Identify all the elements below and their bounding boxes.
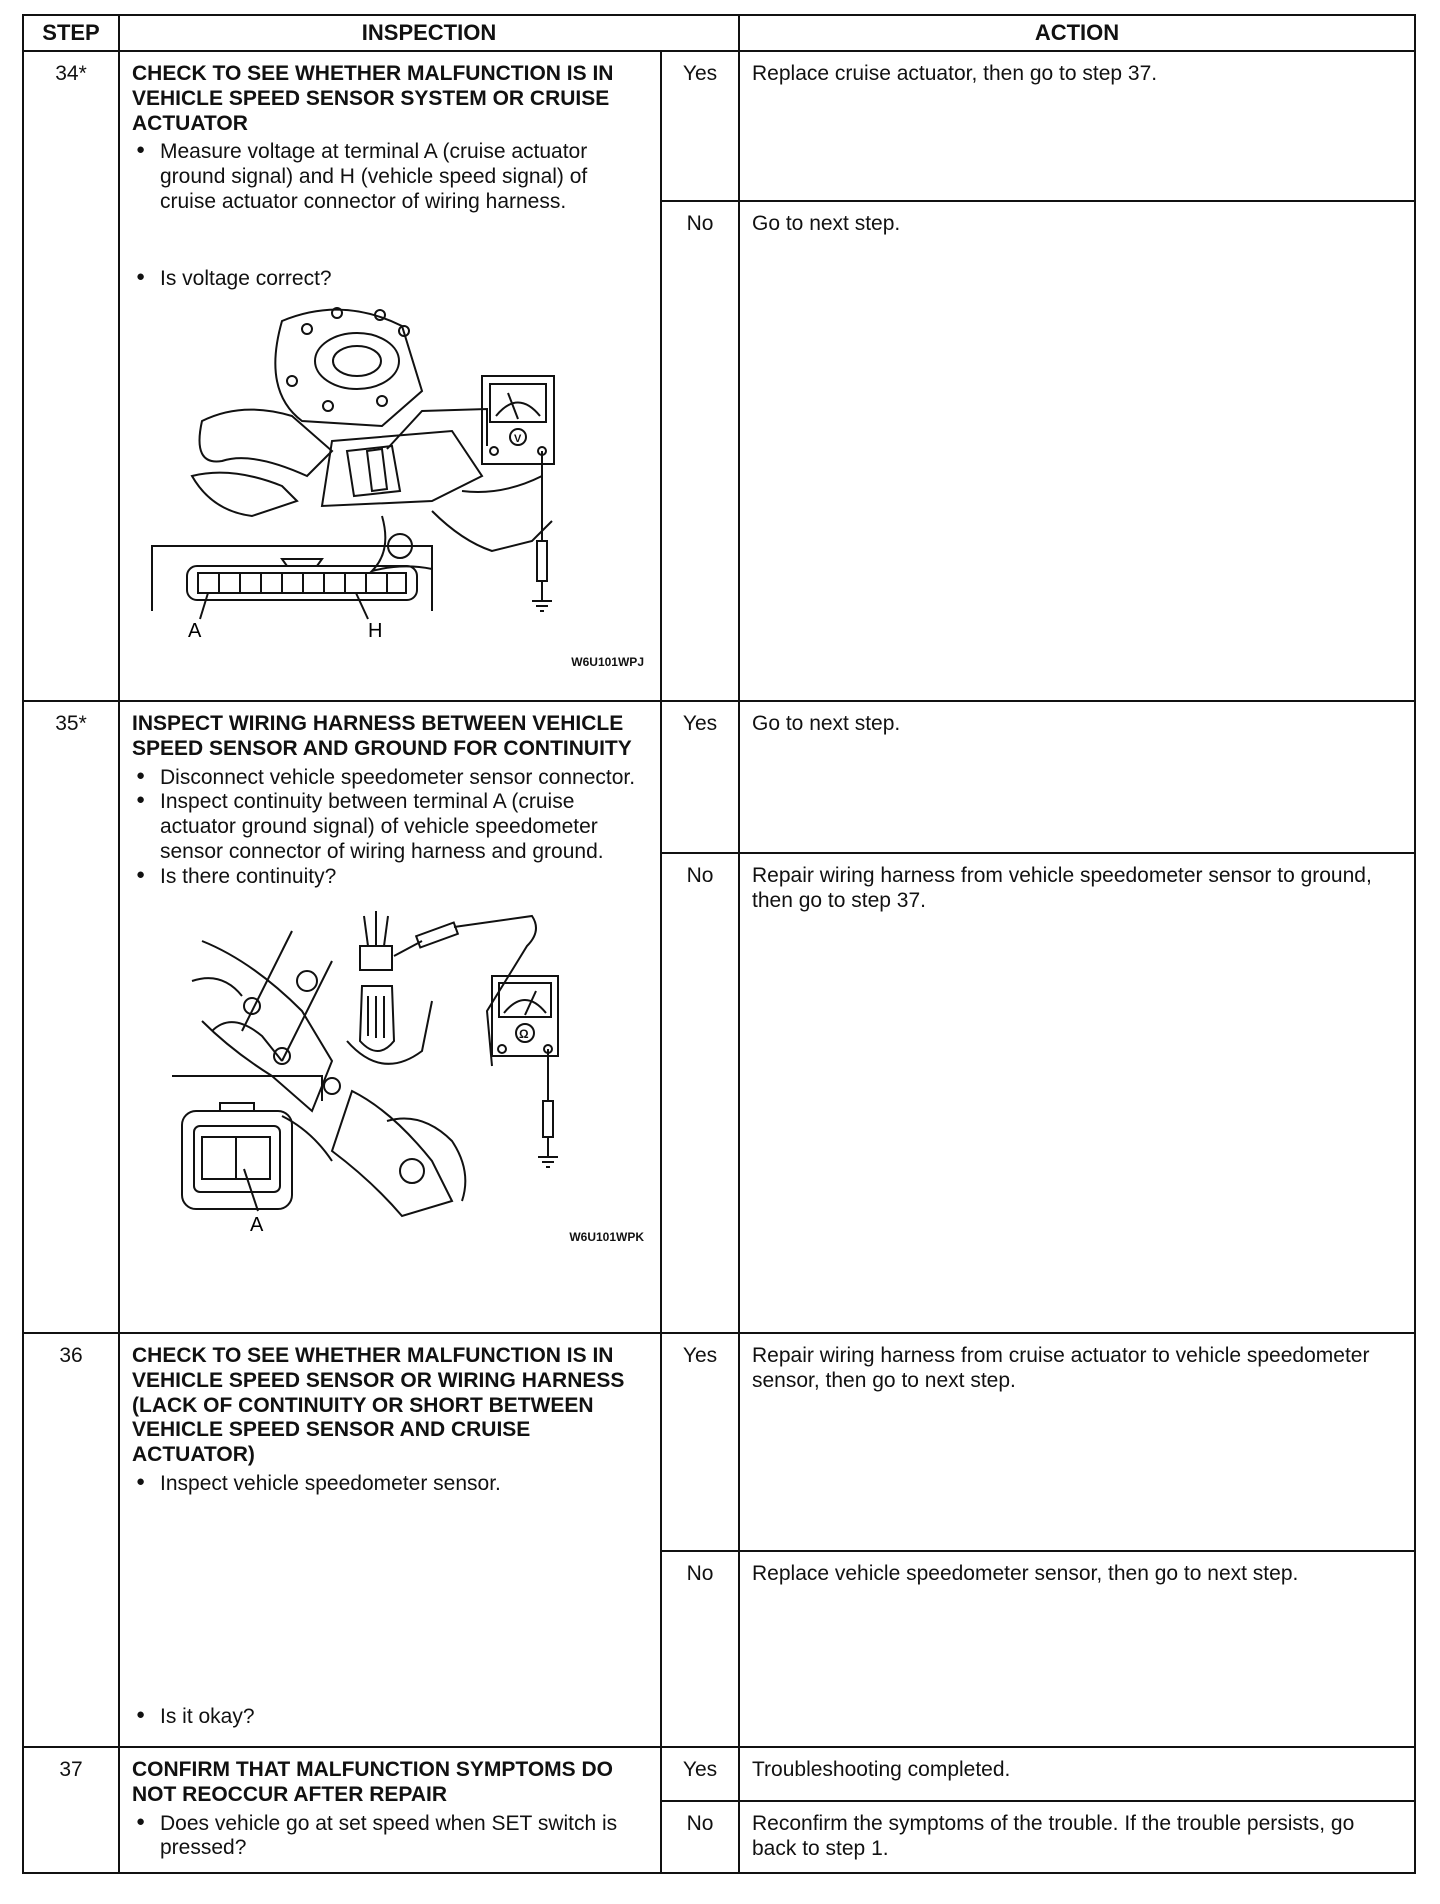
no-label: No [661,853,739,1333]
header-action: ACTION [739,15,1415,51]
no-action: Replace vehicle speedometer sensor, then go to next step. [739,1551,1415,1747]
step-number: 36 [23,1333,119,1747]
step-number: 37 [23,1747,119,1873]
table-header-row [23,15,1415,51]
yes-label: Yes [661,1747,739,1801]
bullet-item: ● Is it okay? [160,1705,648,1730]
step-title: INSPECT WIRING HARNESS BETWEEN VEHICLE SPEED SENSOR AND GROUND FOR CONTINUITY [132,712,632,760]
bullet-item: ● Does vehicle go at set speed when SET switch is pressed? [160,1812,648,1862]
troubleshooting-table [22,14,1416,1874]
step-35-yes-row [23,701,1415,853]
no-action: Repair wiring harness from vehicle speedometer sensor to ground, then go to step 37. [739,853,1415,1333]
yes-label: Yes [661,1333,739,1551]
step-title: CHECK TO SEE WHETHER MALFUNCTION IS IN VEHICLE SPEED SENSOR SYSTEM OR CRUISE ACTUATOR [132,62,614,135]
terminal-label-h: H [368,620,383,643]
ohmmeter-illustration [132,901,648,1246]
svg-text:V: V [514,433,522,446]
step-number: 34* [23,51,119,701]
yes-label: Yes [661,51,739,201]
yes-action: Troubleshooting completed. [739,1747,1415,1801]
yes-label: Yes [661,701,739,853]
bullet-item: ● Disconnect vehicle speedometer sensor connector. [160,766,648,791]
continuity-measurement-figure [132,901,648,1246]
header-inspection: INSPECTION [119,15,739,51]
header-step: STEP [23,15,119,51]
step-36-yes-row [23,1333,1415,1551]
terminal-label-a: A [250,1214,264,1237]
no-action: Reconfirm the symptoms of the trouble. If the trouble persists, go back to step 1. [739,1801,1415,1873]
no-label: No [661,1801,739,1873]
figure-code: W6U101WPK [569,1230,644,1245]
yes-action: Go to next step. [739,701,1415,853]
figure-code: W6U101WPJ [571,655,644,670]
bullet-item: ● Is there continuity? [160,865,648,890]
step-34-inspection [119,51,661,701]
terminal-label-a: A [188,620,202,643]
bullet-list [132,1472,648,1730]
bullet-list [132,766,648,890]
no-label: No [661,201,739,701]
no-action: Go to next step. [739,201,1415,701]
bullet-item: ● Measure voltage at terminal A (cruise actuator ground signal) and H (vehicle speed signal) of cruise actuator connector of wiring harness. [160,140,648,214]
yes-action: Repair wiring harness from cruise actuator to vehicle speedometer sensor, then go to next step. [739,1333,1415,1551]
bullet-list [132,1812,648,1862]
voltmeter-illustration [132,301,648,671]
step-34-yes-row [23,51,1415,201]
step-35-inspection [119,701,661,1333]
bullet-item: ● Is voltage correct? [160,267,648,292]
step-36-inspection [119,1333,661,1747]
step-title: CONFIRM THAT MALFUNCTION SYMPTOMS DO NOT REOCCUR AFTER REPAIR [132,1758,614,1806]
bullet-item: ● Inspect continuity between terminal A (cruise actuator ground signal) of vehicle speedometer sensor connector of wiring harness and ground. [160,790,648,864]
voltage-measurement-figure [132,301,648,671]
bullet-list [132,140,648,291]
step-number: 35* [23,701,119,1333]
step-37-yes-row [23,1747,1415,1801]
troubleshooting-page [22,14,1414,1884]
bullet-item: ● Inspect vehicle speedometer sensor. [160,1472,648,1497]
step-37-inspection [119,1747,661,1873]
yes-action: Replace cruise actuator, then go to step 37. [739,51,1415,201]
svg-text:Ω: Ω [519,1027,529,1042]
step-title: CHECK TO SEE WHETHER MALFUNCTION IS IN VEHICLE SPEED SENSOR OR WIRING HARNESS (LACK OF CONTINUITY OR SHORT BETWEEN VEHICLE SPEED SENSOR AND CRUISE ACTUATOR) [132,1344,625,1467]
no-label: No [661,1551,739,1747]
